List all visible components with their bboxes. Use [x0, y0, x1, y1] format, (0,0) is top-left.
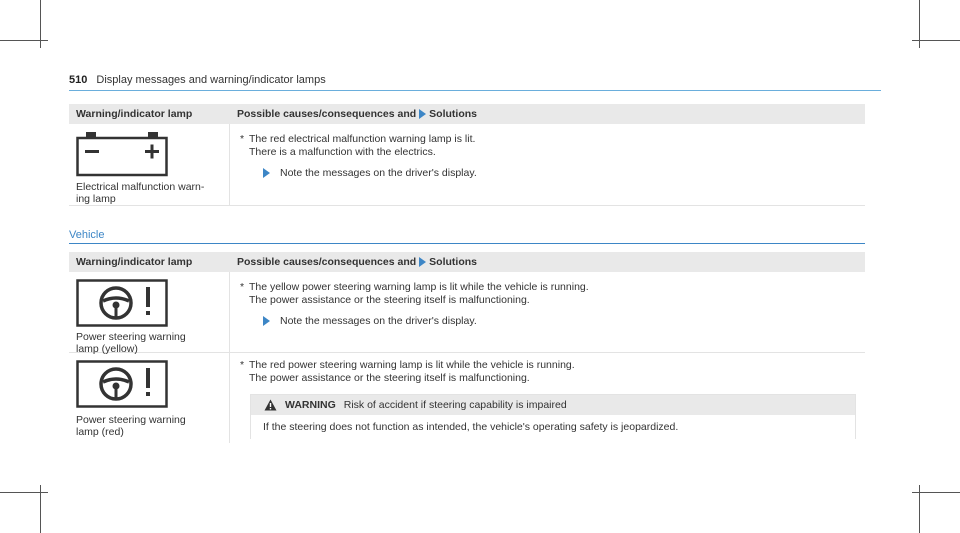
- cause-text: The red power steering warning lamp is lit while the vehicle is running.: [249, 359, 575, 371]
- cause-text: There is a malfunction with the electrics.: [249, 145, 436, 158]
- lamp-table-vehicle: [69, 252, 865, 443]
- lamp-name-line: ing lamp: [76, 193, 116, 205]
- col-header-causes-label: Possible causes/consequences and: [237, 256, 417, 268]
- lamp-name-line: Electrical malfunction warn-: [76, 181, 205, 193]
- running-header: [69, 74, 326, 86]
- cause-bullet: * The yellow power steering warning lamp is lit while the vehicle is running. The power assistance or the steering itself is malfunctioning.: [240, 281, 865, 306]
- lamp-table-electrical: [69, 104, 865, 206]
- solution-arrow-icon: [419, 257, 426, 267]
- warning-triangle-icon: [264, 399, 277, 411]
- col-header-causes: [230, 108, 865, 120]
- col-header-causes: [230, 256, 865, 268]
- crop-mark: [912, 492, 960, 493]
- lamp-name: [76, 181, 229, 205]
- lamp-name-line: Power steering warning: [76, 414, 186, 426]
- causes-cell: [230, 353, 865, 443]
- crop-mark: [912, 40, 960, 41]
- section-rule: [69, 243, 865, 244]
- warning-box: [250, 394, 856, 439]
- lamp-cell: [69, 272, 230, 355]
- col-header-lamp: Warning/indicator lamp: [76, 256, 193, 268]
- lamp-cell: [69, 124, 230, 205]
- cause-text: The yellow power steering warning lamp is lit while the vehicle is running.: [249, 281, 589, 293]
- lamp-cell: [69, 353, 230, 443]
- table-header: [69, 104, 865, 124]
- page-header-title: Display messages and warning/indicator lamps: [96, 74, 326, 86]
- page-number: 510: [69, 74, 88, 86]
- cause-text: The power assistance or the steering itself is malfunctioning.: [249, 371, 530, 384]
- lamp-name-line: lamp (red): [76, 426, 124, 438]
- cause-bullet: * The red electrical malfunction warning lamp is lit. There is a malfunction with the electrics.: [240, 133, 865, 158]
- table-row: [69, 272, 865, 353]
- solution-arrow-icon: [419, 109, 426, 119]
- solution-step: [263, 167, 865, 179]
- steering-wheel-warning-icon: [76, 360, 168, 408]
- lamp-name: [76, 414, 229, 438]
- section-title: Vehicle: [69, 229, 105, 241]
- steering-wheel-warning-icon: [76, 279, 168, 327]
- solution-arrow-icon: [263, 168, 270, 178]
- battery-icon: [76, 131, 168, 177]
- solution-text: Note the messages on the driver's display.: [280, 315, 477, 327]
- table-row: [69, 124, 865, 206]
- lamp-name-line: Power steering warning: [76, 331, 186, 343]
- lamp-name-line: lamp (yellow): [76, 343, 138, 355]
- cause-text: The power assistance or the steering itself is malfunctioning.: [249, 293, 530, 306]
- table-header: [69, 252, 865, 272]
- solution-step: [263, 315, 865, 327]
- warning-body: If the steering does not function as intended, the vehicle's operating safety is jeopardized.: [263, 421, 679, 433]
- header-rule: [69, 90, 881, 91]
- crop-mark: [0, 492, 48, 493]
- col-header-lamp: Warning/indicator lamp: [76, 108, 193, 120]
- causes-cell: [230, 272, 865, 352]
- table-row: [69, 353, 865, 443]
- causes-cell: [230, 124, 865, 205]
- warning-label: WARNING: [285, 399, 336, 411]
- crop-mark: [0, 40, 48, 41]
- solution-text: Note the messages on the driver's display.: [280, 167, 477, 179]
- solution-arrow-icon: [263, 316, 270, 326]
- cause-bullet: * The red power steering warning lamp is lit while the vehicle is running. The power assistance or the steering itself is malfunctioning.: [240, 359, 865, 384]
- col-header-solutions-label: Solutions: [429, 108, 478, 120]
- col-header-causes-label: Possible causes/consequences and: [237, 108, 417, 120]
- col-header-solutions-label: Solutions: [429, 256, 478, 268]
- warning-title: Risk of accident if steering capability is impaired: [343, 399, 567, 411]
- cause-text: The red electrical malfunction warning lamp is lit.: [249, 133, 476, 145]
- warning-header: [251, 395, 855, 415]
- lamp-name: [76, 331, 229, 355]
